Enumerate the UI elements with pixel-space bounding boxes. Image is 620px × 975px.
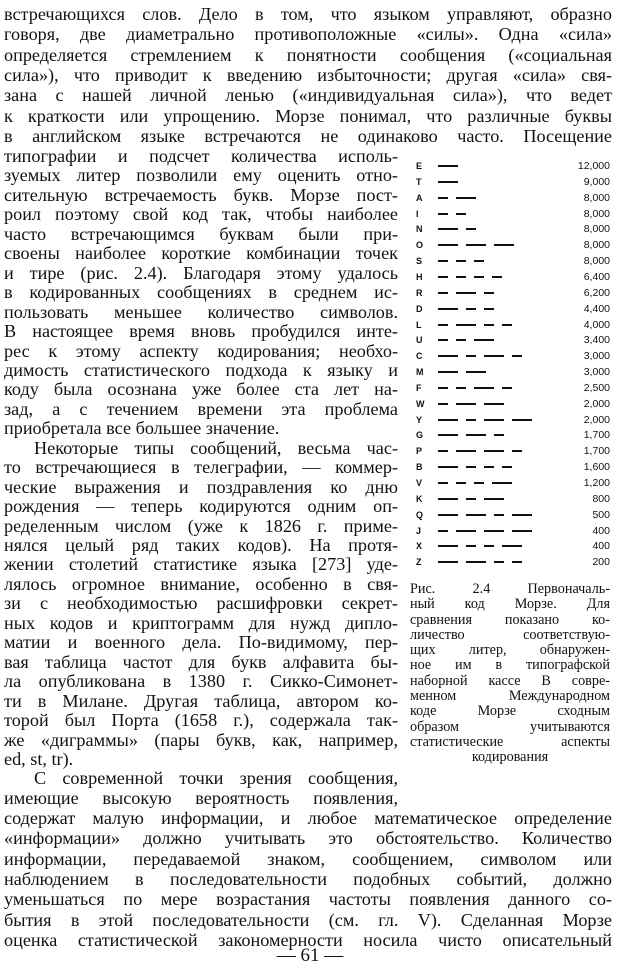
morse-dot bbox=[456, 482, 466, 484]
morse-dot bbox=[474, 482, 484, 484]
caption-line: менном Международном bbox=[410, 688, 610, 705]
letter-count: 2,000 bbox=[583, 413, 610, 426]
morse-dot bbox=[466, 498, 476, 500]
letter-count: 6,200 bbox=[583, 286, 610, 299]
letter-count: 9,000 bbox=[583, 175, 610, 188]
morse-dash bbox=[466, 434, 486, 436]
morse-dot bbox=[456, 276, 466, 278]
morse-letter: F bbox=[416, 382, 422, 393]
text-line: определяется стремлением к понятности сообщения («социальная bbox=[4, 44, 612, 65]
letter-count: 3,000 bbox=[583, 366, 610, 379]
morse-dot bbox=[494, 514, 504, 516]
morse-dot bbox=[456, 387, 466, 389]
morse-dash bbox=[484, 419, 504, 421]
morse-dot bbox=[484, 292, 494, 294]
morse-code-signal bbox=[438, 253, 558, 269]
morse-letter: L bbox=[416, 319, 422, 330]
text-line: пользовать меньшее количество символов. bbox=[4, 301, 398, 322]
morse-dot bbox=[456, 213, 466, 215]
morse-dash bbox=[484, 530, 504, 532]
text-line: зана с нашей личной ленью («индивидуальная сила»), что ведет bbox=[4, 85, 612, 106]
morse-dot bbox=[466, 308, 476, 310]
morse-row bbox=[412, 253, 612, 269]
letter-count: 8,000 bbox=[583, 191, 610, 204]
text-line: содержат малую информации, и любое математическое определение bbox=[4, 808, 612, 828]
morse-dash bbox=[438, 466, 458, 468]
morse-dot bbox=[494, 561, 504, 563]
text-line: и тире (рис. 2.4). Благодаря этому удалось bbox=[4, 262, 398, 283]
text-line: димость статистического подхода к языку и bbox=[4, 359, 398, 380]
morse-row bbox=[412, 459, 612, 475]
text-line: «информации» должно учитывать это обстоятельство. Количество bbox=[4, 828, 612, 849]
morse-letter: Z bbox=[416, 557, 422, 568]
figure-caption bbox=[410, 582, 610, 766]
morse-dash bbox=[466, 561, 486, 563]
text-line: ed, st, tr). bbox=[4, 748, 74, 769]
text-line: к краткости или упрощению. Морзе понимал, что различные буквы bbox=[4, 105, 612, 126]
morse-dash bbox=[438, 498, 458, 500]
morse-dot bbox=[438, 324, 448, 326]
text-line: ла опубликована в 1380 г. Сикко-Симонет- bbox=[4, 671, 398, 692]
text-line: наблюдением в последовательности подобных событий, должно bbox=[4, 868, 612, 889]
morse-letter: W bbox=[416, 398, 425, 409]
letter-count: 8,000 bbox=[583, 207, 610, 220]
morse-letter: D bbox=[416, 303, 423, 314]
morse-row bbox=[412, 206, 612, 222]
letter-count: 1,700 bbox=[583, 429, 610, 442]
morse-dot bbox=[512, 561, 522, 563]
letter-count: 500 bbox=[592, 508, 610, 521]
morse-dash bbox=[438, 308, 458, 310]
text-line: ти в Милане. Другая таблица, автором ко- bbox=[4, 690, 398, 711]
morse-row bbox=[412, 538, 612, 554]
morse-letter: H bbox=[416, 271, 423, 282]
letter-count: 1,600 bbox=[583, 461, 610, 474]
letter-count: 6,400 bbox=[583, 270, 610, 283]
morse-dash bbox=[438, 514, 458, 516]
morse-dash bbox=[512, 514, 532, 516]
morse-code-signal bbox=[438, 412, 558, 428]
morse-dot bbox=[438, 387, 448, 389]
morse-row bbox=[412, 554, 612, 570]
morse-code-signal bbox=[438, 269, 558, 285]
letter-count: 3,400 bbox=[583, 334, 610, 347]
morse-dot bbox=[474, 276, 484, 278]
morse-dash bbox=[492, 482, 512, 484]
morse-dot bbox=[502, 466, 512, 468]
morse-row bbox=[412, 190, 612, 206]
text-line: то встречающиеся в телеграфии, — коммер- bbox=[4, 457, 398, 478]
morse-row bbox=[412, 158, 612, 174]
caption-line: образом учитываются bbox=[410, 718, 610, 735]
morse-code-signal bbox=[438, 237, 558, 253]
text-line: имеющие высокую вероятность появления, bbox=[4, 787, 398, 808]
morse-dot bbox=[438, 339, 448, 341]
morse-code-signal bbox=[438, 317, 558, 333]
text-line: ределенным числом (уже к 1826 г. приме- bbox=[4, 515, 398, 536]
text-line: В настоящее время вновь пробудился интe- bbox=[4, 321, 398, 342]
morse-dash bbox=[466, 514, 486, 516]
morse-code-signal bbox=[438, 348, 558, 364]
caption-line: коде Морзе сходным bbox=[410, 703, 610, 720]
text-line: Некоторые типы сообщений, весьма час- bbox=[34, 437, 398, 458]
morse-dash bbox=[438, 228, 458, 230]
text-line: ных кодов и криптограмм для нужд дипло- bbox=[4, 612, 398, 633]
morse-letter: R bbox=[416, 287, 423, 298]
morse-letter: G bbox=[416, 430, 424, 441]
morse-code-signal bbox=[438, 554, 558, 570]
morse-row bbox=[412, 380, 612, 396]
text-line: в кодированных сообщениях в среднем ис- bbox=[4, 282, 398, 303]
text-line: жении столетий статистике языка [273] уде- bbox=[4, 554, 398, 575]
morse-letter: M bbox=[416, 367, 424, 378]
text-line: ческие выражения и поздравления ко дню bbox=[4, 476, 398, 497]
morse-dash bbox=[438, 545, 458, 547]
morse-code-signal bbox=[438, 174, 558, 190]
morse-dot bbox=[438, 482, 448, 484]
morse-dot bbox=[456, 339, 466, 341]
page-number: — 61 — bbox=[276, 945, 344, 966]
morse-dot bbox=[456, 260, 466, 262]
letter-count: 8,000 bbox=[583, 223, 610, 236]
morse-row bbox=[412, 475, 612, 491]
morse-code-signal bbox=[438, 443, 558, 459]
morse-dot bbox=[438, 213, 448, 215]
morse-letter: A bbox=[416, 192, 423, 203]
morse-dash bbox=[456, 197, 476, 199]
morse-dot bbox=[502, 387, 512, 389]
morse-dot bbox=[502, 324, 512, 326]
morse-dot bbox=[438, 260, 448, 262]
caption-line: ное им в типографской bbox=[410, 657, 610, 674]
morse-dot bbox=[512, 450, 522, 452]
morse-dot bbox=[438, 276, 448, 278]
morse-row bbox=[412, 317, 612, 333]
morse-letter: P bbox=[416, 446, 423, 457]
text-line: зуемых литер позволили ему оценить отно- bbox=[4, 165, 398, 186]
caption-line: щих литер, обнаружен- bbox=[410, 642, 610, 659]
morse-dash bbox=[502, 545, 522, 547]
morse-code-signal bbox=[438, 475, 558, 491]
morse-row bbox=[412, 332, 612, 348]
morse-code-signal bbox=[438, 538, 558, 554]
morse-dash bbox=[466, 371, 486, 373]
morse-letter: V bbox=[416, 478, 423, 488]
morse-code-signal bbox=[438, 221, 558, 237]
morse-dot bbox=[484, 466, 494, 468]
text-line: говоря, две диаметрально противоположные «силы». Одна «сила» bbox=[4, 24, 612, 45]
text-line: сительную встречаемость букв. Морзе пост- bbox=[4, 184, 398, 205]
morse-dash bbox=[474, 339, 494, 341]
morse-row bbox=[412, 174, 612, 190]
morse-code-signal bbox=[438, 427, 558, 443]
morse-dash bbox=[474, 387, 494, 389]
letter-count: 2,500 bbox=[583, 381, 610, 394]
morse-code-signal bbox=[438, 285, 558, 301]
letter-count: 4,000 bbox=[583, 318, 610, 331]
morse-dash bbox=[438, 181, 458, 183]
morse-letter: J bbox=[416, 525, 422, 536]
text-line: информации, передаваемой знаком, сообщением, символом или bbox=[4, 848, 612, 869]
morse-row bbox=[412, 396, 612, 412]
morse-row bbox=[412, 285, 612, 301]
morse-code-signal bbox=[438, 332, 558, 348]
letter-count: 8,000 bbox=[583, 255, 610, 268]
letter-count: 4,400 bbox=[583, 302, 610, 315]
text-line: зи с необходимостью расшифровки секрет- bbox=[4, 593, 398, 614]
morse-row bbox=[412, 269, 612, 285]
caption-line: Рис. 2.4 Первоначаль- bbox=[410, 581, 610, 597]
text-line: же «диграммы» (пары букв, как, например, bbox=[4, 729, 398, 750]
text-line: оценка статистической закономерности носила чисто описательный bbox=[4, 929, 612, 950]
text-line: лялось огромное внимание, особенно в свя- bbox=[4, 573, 398, 594]
text-line: роил поэтому свой код так, чтобы наиболее bbox=[4, 204, 398, 225]
morse-dash bbox=[438, 165, 458, 167]
morse-letter: K bbox=[416, 493, 423, 504]
text-line: встречающихся слов. Дело в том, что языком управляют, образно bbox=[4, 4, 612, 24]
morse-dash bbox=[512, 530, 532, 532]
morse-code-signal bbox=[438, 523, 558, 539]
caption-line: кодирования bbox=[471, 749, 549, 766]
morse-dash bbox=[456, 530, 476, 532]
morse-row bbox=[412, 301, 612, 317]
caption-line: наборной кассе В совре- bbox=[410, 672, 610, 689]
morse-row bbox=[412, 507, 612, 523]
morse-dash bbox=[484, 498, 504, 500]
morse-letter: Y bbox=[416, 414, 423, 425]
morse-letter: S bbox=[416, 256, 423, 267]
text-line: коду была осознана уже более ста лет на- bbox=[4, 379, 398, 400]
morse-dot bbox=[492, 276, 502, 278]
letter-count: 1,200 bbox=[583, 477, 610, 489]
text-line: матии и военного дела. По-видимому, пер- bbox=[4, 632, 398, 653]
morse-dot bbox=[512, 355, 522, 357]
letter-count: 1,700 bbox=[583, 445, 610, 458]
morse-dot bbox=[494, 434, 504, 436]
morse-code-signal bbox=[438, 396, 558, 412]
morse-dash bbox=[484, 355, 504, 357]
text-line: типографии и подсчет количества исполь- bbox=[4, 146, 398, 166]
morse-letter: B bbox=[416, 462, 423, 473]
morse-row bbox=[412, 412, 612, 428]
caption-line: личество соответствую- bbox=[410, 626, 610, 643]
morse-row bbox=[412, 221, 612, 237]
morse-row bbox=[412, 427, 612, 443]
morse-code-signal bbox=[438, 301, 558, 317]
morse-dash bbox=[456, 292, 476, 294]
caption-line: сравнения показано ко- bbox=[410, 611, 610, 628]
caption-line: ный код Морзе. Для bbox=[410, 596, 610, 613]
text-line: своены наиболее короткие комбинации точек bbox=[4, 243, 398, 264]
morse-dash bbox=[438, 419, 458, 421]
text-line: в английском языке встречаются не одинаково часто. Посещение bbox=[4, 125, 612, 146]
morse-dash bbox=[456, 403, 476, 405]
morse-dot bbox=[484, 545, 494, 547]
morse-dot bbox=[438, 450, 448, 452]
morse-dash bbox=[438, 244, 458, 246]
morse-dash bbox=[484, 450, 504, 452]
letter-count: 800 bbox=[592, 492, 610, 505]
morse-dash bbox=[456, 450, 476, 452]
morse-dot bbox=[438, 197, 448, 199]
morse-code-signal bbox=[438, 158, 558, 174]
morse-dot bbox=[484, 308, 494, 310]
morse-letter: O bbox=[416, 240, 424, 251]
morse-row bbox=[412, 237, 612, 253]
morse-dash bbox=[466, 244, 486, 246]
morse-code-signal bbox=[438, 364, 558, 380]
text-line: вая таблица частот для букв алфавита бы- bbox=[4, 651, 398, 672]
letter-count: 8,000 bbox=[583, 239, 610, 252]
text-line: торой был Порта (1658 г.), содержала так- bbox=[4, 710, 398, 731]
morse-dash bbox=[484, 403, 504, 405]
letter-count: 200 bbox=[592, 556, 610, 569]
morse-letter: Q bbox=[416, 509, 424, 520]
letter-count: 2,000 bbox=[583, 397, 610, 410]
text-line: приобретала все большее значение. bbox=[4, 418, 280, 439]
morse-code-signal bbox=[438, 491, 558, 507]
morse-letter: T bbox=[416, 176, 422, 187]
morse-code-signal bbox=[438, 190, 558, 206]
text-line: зад, а с течением времени эта проблема bbox=[4, 398, 398, 419]
morse-dash bbox=[456, 324, 476, 326]
caption-line: статистические аспекты bbox=[410, 733, 610, 750]
letter-count: 400 bbox=[592, 540, 610, 553]
morse-dash bbox=[494, 244, 514, 246]
morse-row bbox=[412, 523, 612, 539]
morse-letter: I bbox=[416, 208, 419, 219]
morse-row bbox=[412, 348, 612, 364]
morse-letter: E bbox=[416, 161, 423, 171]
morse-dot bbox=[466, 466, 476, 468]
morse-dot bbox=[438, 292, 448, 294]
text-line: уменьшаться по мере возрастания частоты появления данного со- bbox=[4, 889, 612, 910]
morse-code-signal bbox=[438, 380, 558, 396]
morse-dot bbox=[466, 355, 476, 357]
morse-dot bbox=[466, 419, 476, 421]
morse-code-signal bbox=[438, 206, 558, 222]
letter-count: 12,000 bbox=[577, 160, 610, 172]
text-line: рес к этому аспекту кодирования; необхо- bbox=[4, 340, 398, 361]
text-line: рождения — теперь кодируются одним оп- bbox=[4, 496, 398, 517]
morse-letter: X bbox=[416, 541, 423, 552]
morse-code-signal bbox=[438, 459, 558, 475]
morse-dash bbox=[438, 355, 458, 357]
morse-dot bbox=[484, 324, 494, 326]
letter-count: 3,000 bbox=[583, 350, 610, 363]
morse-dot bbox=[438, 530, 448, 532]
morse-dot bbox=[466, 228, 476, 230]
text-line: сила»), что приводит к введению избыточности; другая «сила» свя- bbox=[4, 64, 612, 85]
morse-dot bbox=[438, 403, 448, 405]
morse-dash bbox=[512, 419, 532, 421]
text-line: нялся целый ряд таких кодов). На протя- bbox=[4, 535, 398, 555]
morse-letter: U bbox=[416, 335, 423, 346]
morse-dash bbox=[438, 434, 458, 436]
morse-dot bbox=[466, 545, 476, 547]
text-line: бытия в этой последовательности (см. гл. V). Сделанная Морзе bbox=[4, 909, 612, 930]
text-line: часто встречающимся буквам были при- bbox=[4, 223, 398, 244]
morse-letter: C bbox=[416, 351, 423, 362]
morse-row bbox=[412, 491, 612, 507]
morse-row bbox=[412, 364, 612, 380]
letter-count: 400 bbox=[592, 524, 610, 537]
text-line: С современной точки зрения сообщения, bbox=[34, 768, 398, 789]
morse-code-signal bbox=[438, 507, 558, 523]
morse-dot bbox=[474, 260, 484, 262]
morse-letter: N bbox=[416, 224, 423, 235]
morse-dash bbox=[438, 371, 458, 373]
morse-dash bbox=[438, 561, 458, 563]
morse-row bbox=[412, 443, 612, 459]
